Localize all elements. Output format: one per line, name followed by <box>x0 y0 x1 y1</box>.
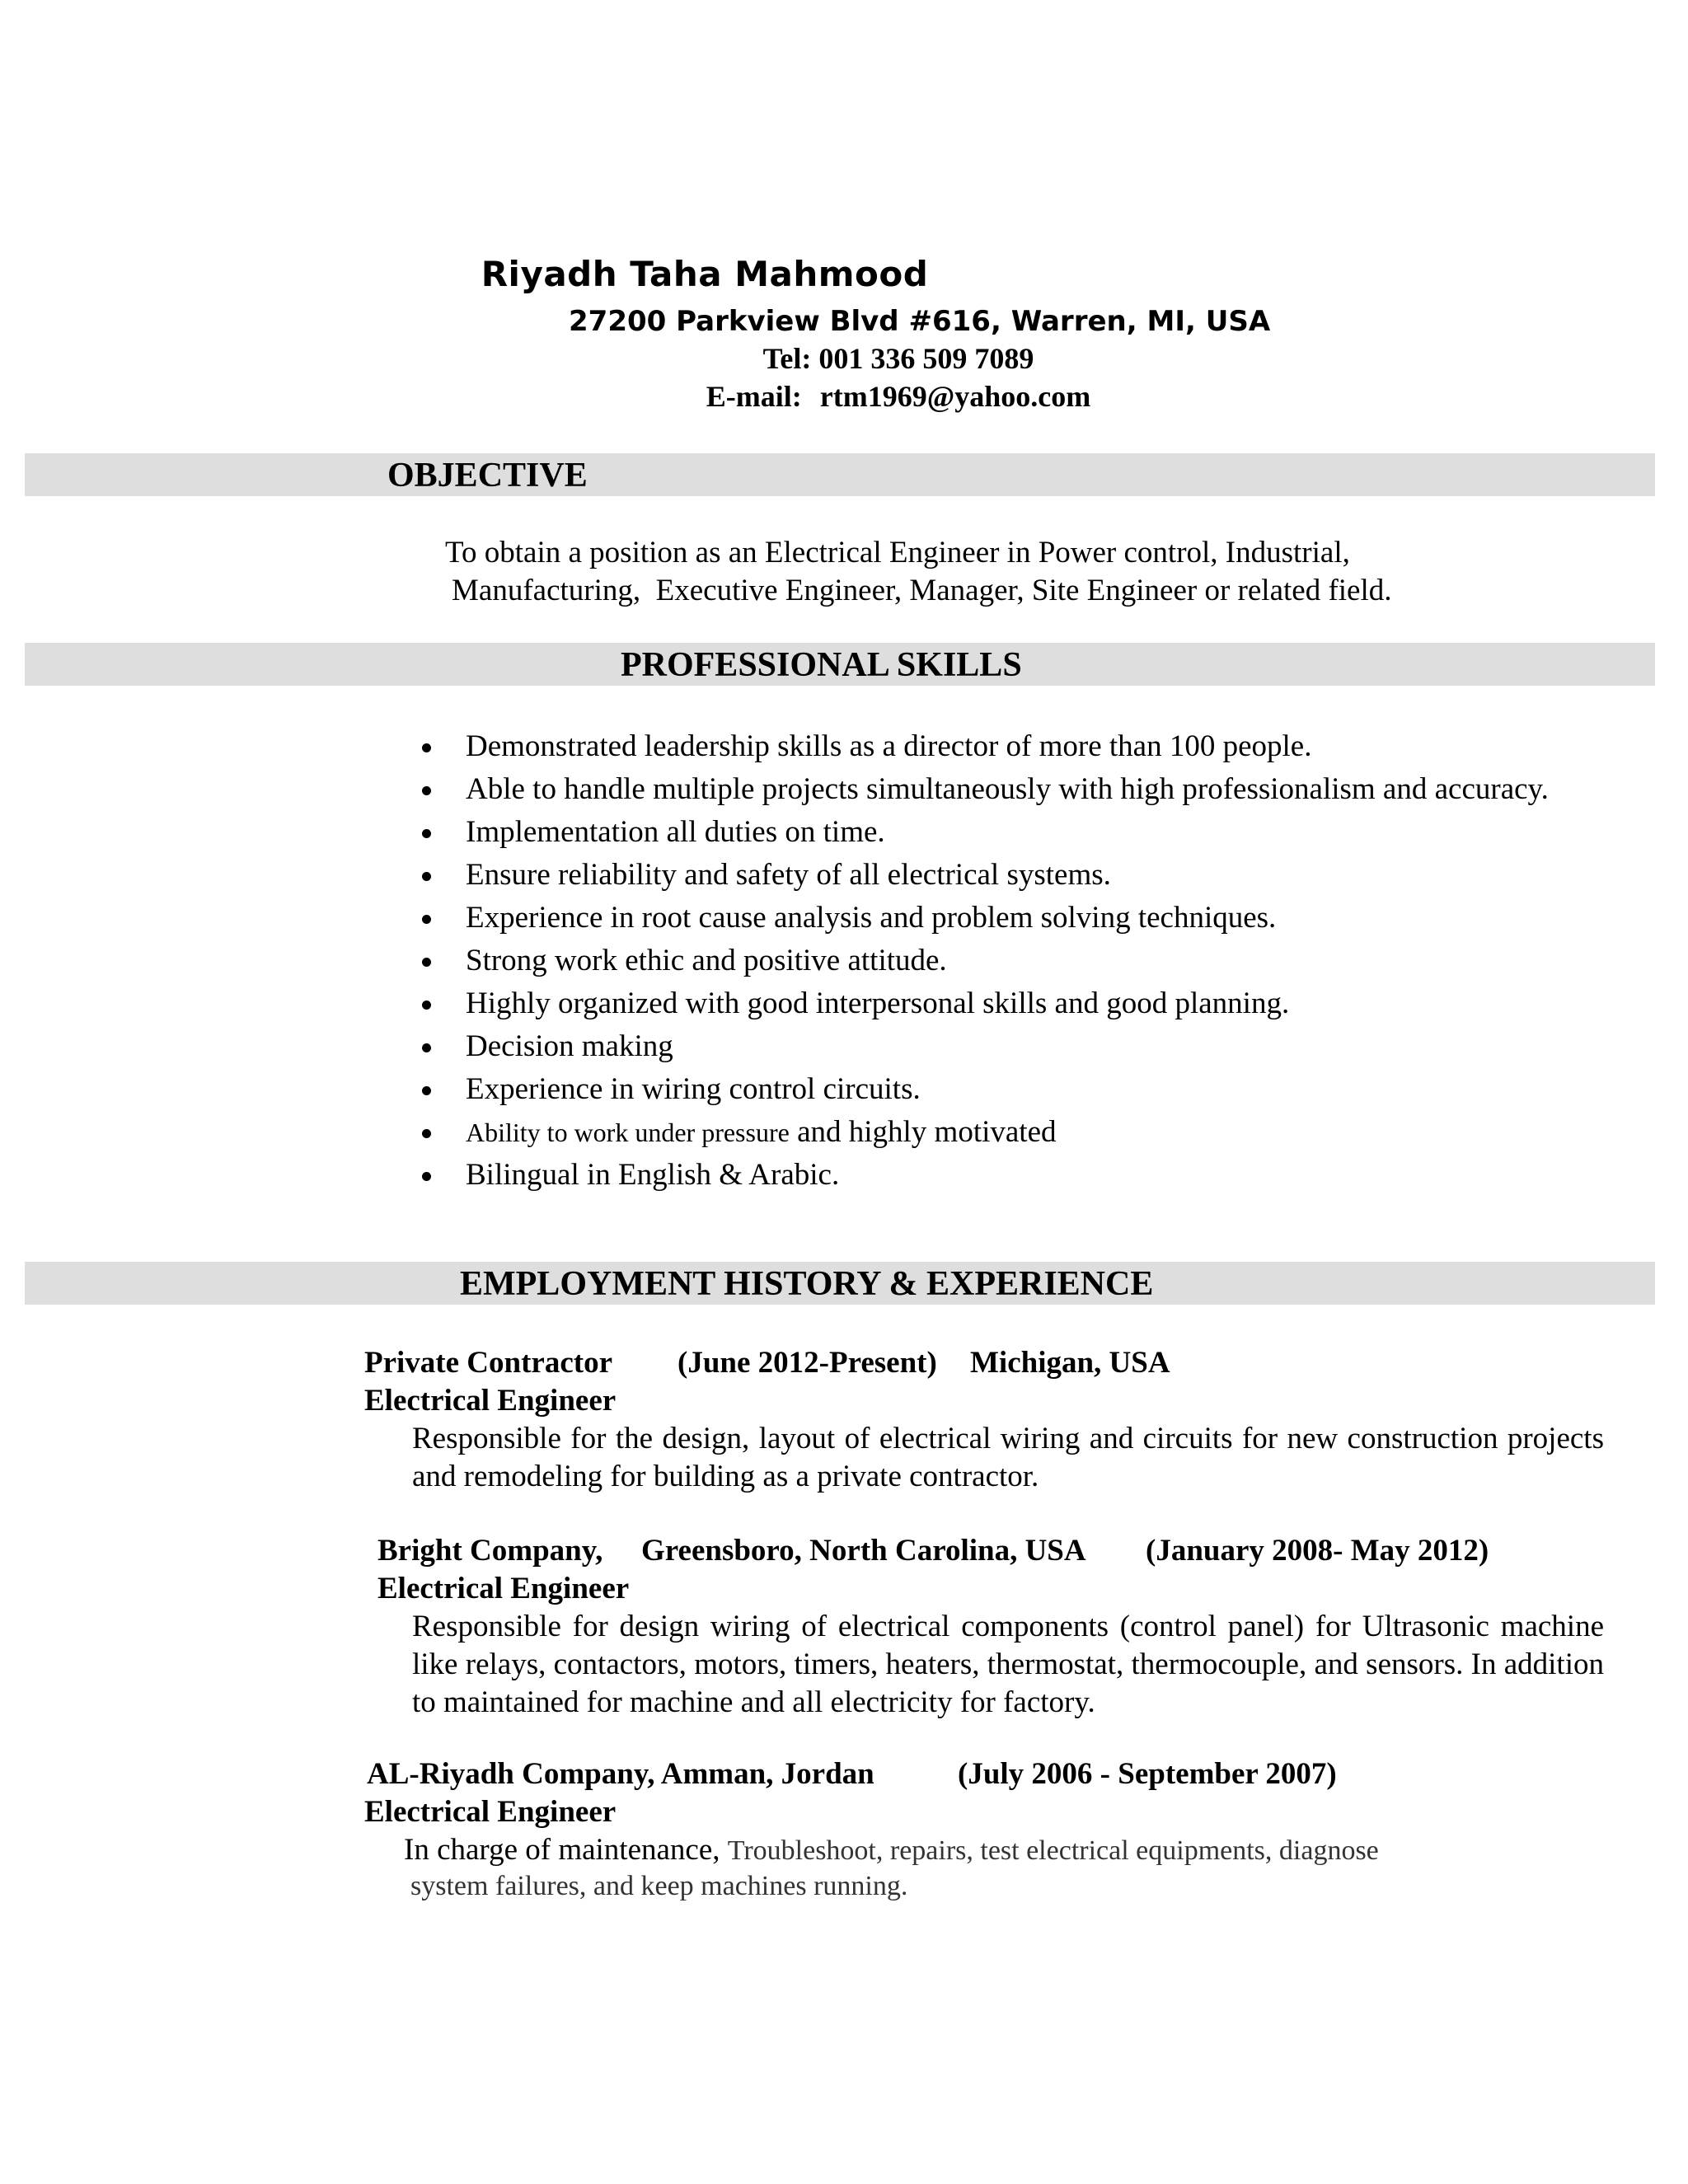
bullet-icon <box>422 1086 431 1095</box>
job-1-dates: (June 2012-Present) <box>678 1346 937 1380</box>
objective-line-2: Manufacturing, Executive Engineer, Manager, Site Engineer or related field. <box>452 574 1392 607</box>
bullet-icon <box>422 829 431 838</box>
list-item: Decision making <box>420 1027 1574 1066</box>
list-item: Experience in wiring control circuits. <box>420 1070 1574 1109</box>
list-item: Implementation all duties on time. <box>420 813 1574 852</box>
bullet-icon <box>422 958 431 967</box>
telephone: Tel: 001 336 509 7089 <box>762 342 1034 375</box>
list-item: Bilingual in English & Arabic. <box>420 1155 1574 1195</box>
bullet-icon <box>422 872 431 881</box>
email-line <box>0 379 1688 414</box>
objective-heading: OBJECTIVE <box>387 457 588 494</box>
job-1-location: Michigan, USA <box>970 1346 1170 1380</box>
job-3-description-line-2: system failures, and keep machines running. <box>410 1871 908 1901</box>
list-item: Able to handle multiple projects simultaneously with high professionalism and accuracy. <box>420 770 1574 809</box>
bullet-icon <box>422 1129 431 1138</box>
job-2-description: Responsible for design wiring of electrical components (control panel) for Ultrasonic machine like relays, contactors, motors, timers, heaters, thermostat, thermocouple, and sensors. In addition to maintained for machine and all electricity for factory. <box>412 1610 1604 1719</box>
skills-section-bar <box>25 643 1655 686</box>
address: 27200 Parkview Blvd #616, Warren, MI, USA <box>569 305 1271 338</box>
list-item: Strong work ethic and positive attitude. <box>420 941 1574 981</box>
objective-line-1: To obtain a position as an Electrical Engineer in Power control, Industrial, <box>445 536 1350 569</box>
list-item: Ability to work under pressure and highly motivated <box>420 1113 1574 1152</box>
skills-list <box>420 727 1574 1198</box>
job-2-dates: (January 2008- May 2012) <box>1146 1534 1489 1568</box>
job-3-role: Electrical Engineer <box>364 1795 617 1829</box>
bullet-icon <box>422 1001 431 1010</box>
job-1-description: Responsible for the design, layout of electrical wiring and circuits for new construction projects and remodeling for building as a private contractor. <box>412 1422 1604 1493</box>
list-item: Demonstrated leadership skills as a director of more than 100 people. <box>420 727 1574 766</box>
job-1-role: Electrical Engineer <box>364 1384 617 1418</box>
job-2-company: Bright Company, <box>377 1534 603 1568</box>
bullet-icon <box>422 743 431 752</box>
bullet-icon <box>422 1172 431 1181</box>
job-3-dates: (July 2006 - September 2007) <box>958 1757 1337 1791</box>
email-address[interactable]: rtm1969@yahoo.com <box>819 380 1091 413</box>
job-2-location: Greensboro, North Carolina, USA <box>641 1534 1086 1568</box>
objective-section-bar <box>25 453 1655 496</box>
list-item: Experience in root cause analysis and problem solving techniques. <box>420 898 1574 938</box>
job-3-company: AL-Riyadh Company, Amman, Jordan <box>367 1757 874 1791</box>
job-1-company: Private Contractor <box>364 1346 613 1380</box>
skills-heading: PROFESSIONAL SKILLS <box>621 646 1022 684</box>
list-item: Highly organized with good interpersonal skills and good planning. <box>420 984 1574 1024</box>
email-label: E-mail: <box>706 380 802 413</box>
bullet-icon <box>422 1043 431 1052</box>
candidate-name: Riyadh Taha Mahmood <box>481 254 929 294</box>
employment-heading: EMPLOYMENT HISTORY & EXPERIENCE <box>460 1265 1154 1303</box>
employment-section-bar <box>25 1262 1655 1305</box>
bullet-icon <box>422 786 431 795</box>
job-3-description-line-1: In charge of maintenance, Troubleshoot, repairs, test electrical equipments, diagnose <box>404 1833 1379 1867</box>
list-item: Ensure reliability and safety of all electrical systems. <box>420 855 1574 895</box>
job-2-role: Electrical Engineer <box>377 1572 630 1605</box>
bullet-icon <box>422 915 431 924</box>
